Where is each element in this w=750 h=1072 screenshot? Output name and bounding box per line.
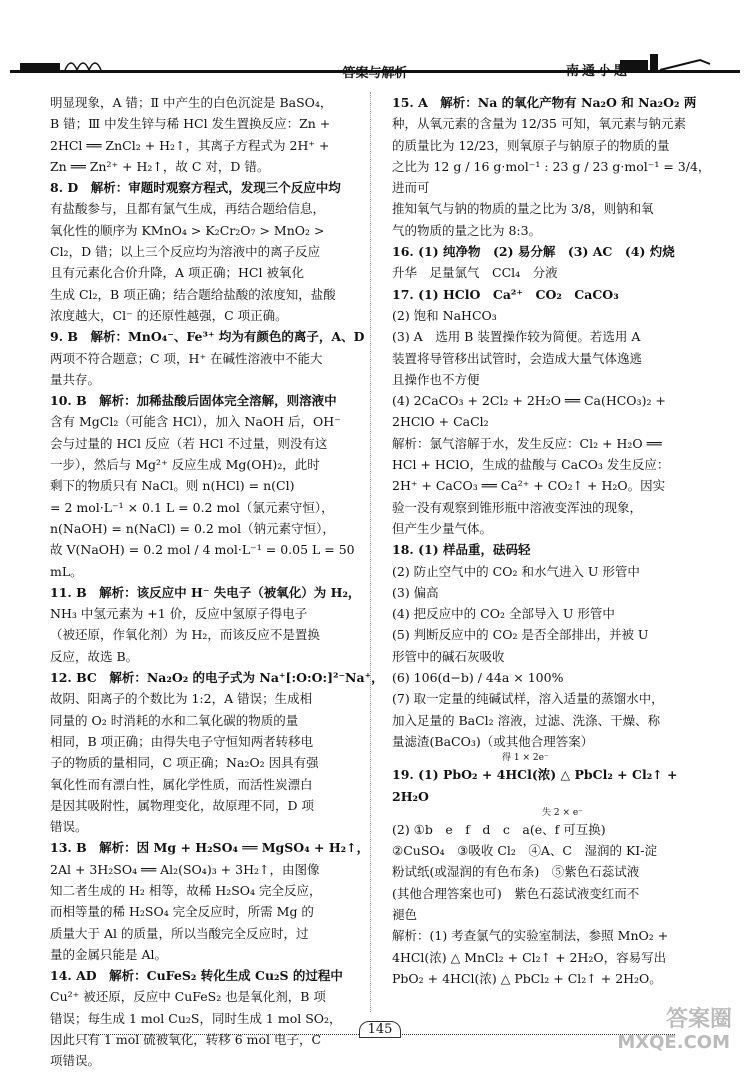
answer-16: 16. (1) 纯净物 (2) 易分解 (3) AC (4) 灼烧 bbox=[392, 244, 675, 260]
text-line: 会与过量的 HCl 反应（若 HCl 不过量，则没有这 bbox=[50, 435, 328, 451]
text-line: 氧化性而有漂白性，属化学性质，而活性炭漂白 bbox=[50, 776, 313, 792]
text-line: 但产生少量气体。 bbox=[392, 520, 493, 536]
text-line: 验一没有观察到锥形瓶中溶液变浑浊的现象， bbox=[392, 499, 643, 515]
text-line: 量滤渣(BaCO₃)（或其他合理答案） bbox=[392, 733, 594, 749]
text-line: (2) 饱和 NaHCO₃ bbox=[392, 307, 497, 323]
text-line: 故阴、阳离子的个数比为 1:2，A 错误；生成相 bbox=[50, 691, 313, 707]
page-title: 答案与解析 bbox=[342, 66, 408, 81]
text-line: ②CuSO₄ ③吸收 Cl₂ ④A、C 湿润的 KI-淀 bbox=[392, 843, 657, 859]
text-line: (5) 判断反应中的 CO₂ 是否全部排出，并被 U bbox=[392, 627, 649, 643]
text-line: (4) 2CaCO₃ + 2Cl₂ + 2H₂O ══ Ca(HCO₃)₂ + bbox=[392, 393, 666, 409]
text-line: 生成 Cl₂，B 项正确；结合题给盐酸的浓度知，盐酸 bbox=[50, 286, 336, 302]
text-line: B 错；Ⅲ 中发生锌与稀 HCl 发生置换反应：Zn + bbox=[50, 116, 331, 132]
text-line: 2HCl ══ ZnCl₂ + H₂↑，其离子方程式为 2H⁺ + bbox=[50, 137, 330, 153]
text-line: 因此只有 1 mol 硫被氧化，转移 6 mol 电子，C bbox=[50, 1032, 322, 1048]
text-line: 且有元素化合价升降，A 项正确；HCl 被氧化 bbox=[50, 265, 304, 281]
text-line: 粉试纸(或湿润的有色布条) ⑤紫色石蕊试液 bbox=[392, 864, 640, 880]
text-line: （被还原，作氧化剂）为 H₂，而该反应不是置换 bbox=[50, 627, 320, 643]
answer-10: 10. B 解析：加稀盐酸后固体完全溶解，则溶液中 bbox=[50, 393, 337, 409]
text-line: 质量大于 Al 的质量，所以当酸完全反应时，过 bbox=[50, 925, 309, 941]
text-line: 解析：氯气溶解于水，发生反应：Cl₂ + H₂O ══ bbox=[392, 435, 662, 451]
answer-17: 17. (1) HClO Ca²⁺ CO₂ CaCO₃ bbox=[392, 286, 619, 302]
answer-14: 14. AD 解析：CuFeS₂ 转化生成 Cu₂S 的过程中 bbox=[50, 968, 343, 984]
text-line: 的质量比为 12/23，则氧原子与钠原子的物质的量 bbox=[392, 137, 670, 153]
text-line: 之比为 12 g / 16 g·mol⁻¹ : 23 g / 23 g·mol⁻¹ = 3/4，进而可 bbox=[392, 158, 711, 196]
text-line: 一步），然后与 Mg²⁺ 反应生成 Mg(OH)₂，此时 bbox=[50, 457, 320, 473]
text-line: Cl₂，D 错；以上三个反应均为溶液中的离子反应 bbox=[50, 244, 321, 260]
text-line: n(NaOH) = n(NaCl) = 0.2 mol（钠元素守恒）， bbox=[50, 520, 335, 536]
text-line: 相同，B 项正确；由得失电子守恒知两者转移电 bbox=[50, 733, 314, 749]
text-line: 含有 MgCl₂（可能含 HCl），加入 NaOH 后，OH⁻ bbox=[50, 414, 341, 430]
text-line: (其他合理答案也可) 紫色石蕊试液变红而不 bbox=[392, 885, 640, 901]
text-line: 两项不符合题意；C 项，H⁺ 在碱性溶液中不能大 bbox=[50, 350, 323, 366]
page-number: 145 bbox=[55, 1022, 705, 1037]
text-line: 2Al + 3H₂SO₄ ══ Al₂(SO₄)₃ + 3H₂↑，由图像 bbox=[50, 861, 320, 877]
text-line: 2H⁺ + CaCO₃ ══ Ca²⁺ + CO₂↑ + H₂O。因实 bbox=[392, 478, 666, 494]
page-footer bbox=[55, 1018, 705, 1048]
text-line: 加入足量的 BaCl₂ 溶液，过滤、洗涤、干燥、称 bbox=[392, 712, 661, 728]
text-line: 项错误。 bbox=[50, 1053, 101, 1069]
text-line: (2) 防止空气中的 CO₂ 和水气进入 U 形管中 bbox=[392, 563, 640, 579]
text-line: 有盐酸参与，且都有氯气生成，再结合题给信息， bbox=[50, 201, 326, 217]
answer-12: 12. BC 解析：Na₂O₂ 的电子式为 Na⁺[:O:O:]²⁻Na⁺， bbox=[50, 670, 384, 686]
text-line: (6) 106(d−b) / 44a × 100% bbox=[392, 670, 564, 686]
text-line: 错误。 bbox=[50, 819, 88, 835]
text-line: 氧化性的顺序为 KMnO₄ > K₂Cr₂O₇ > MnO₂ > bbox=[50, 222, 325, 238]
text-line: 装置将导管移出试管时，会造成大量气体逸逃 bbox=[392, 350, 643, 366]
text-line: Zn ══ Zn²⁺ + H₂↑，故 C 对，D 错。 bbox=[50, 158, 270, 174]
electron-loss-label: 失 2 × e⁻ bbox=[542, 807, 583, 818]
text-line: 气的物质的量之比为 8:3。 bbox=[392, 222, 542, 238]
text-line: 形管中的碱石灰吸收 bbox=[392, 648, 505, 664]
text-line: (2) ①b e f d c a(e、f 可互换) bbox=[392, 821, 606, 837]
text-line: 种，从氧元素的含量为 12/35 可知，氧元素与钠元素 bbox=[392, 116, 686, 132]
answer-8: 8. D 解析：审题时观察方程式，发现三个反应中均 bbox=[50, 180, 341, 196]
text-line: NH₃ 中氢元素为 +1 价，反应中氢原子得电子 bbox=[50, 606, 308, 622]
text-line: (4) 把反应中的 CO₂ 全部导入 U 形管中 bbox=[392, 606, 615, 622]
answer-9: 9. B 解析：MnO₄⁻、Fe³⁺ 均为有颜色的离子，A、D bbox=[50, 329, 365, 345]
text-line: (7) 取一定量的纯碱试样，溶入适量的蒸馏水中， bbox=[392, 691, 664, 707]
answer-19: 19. (1) PbO₂ + 4HCl(浓) △ PbCl₂ + Cl₂↑ + 2H₂O bbox=[392, 767, 682, 804]
text-line: 浓度越大，Cl⁻ 的还原性越强，C 项正确。 bbox=[50, 307, 288, 323]
electron-gain-label: 得 1 × 2e⁻ bbox=[502, 753, 549, 764]
answer-13: 13. B 解析：因 Mg + H₂SO₄ ══ MgSO₄ + H₂↑， bbox=[50, 840, 370, 856]
text-line: Cu²⁺ 被还原，反应中 CuFeS₂ 也是氧化剂，B 项 bbox=[50, 989, 326, 1005]
text-line: 剩下的物质只有 NaCl。则 n(HCl) = n(Cl) bbox=[50, 478, 295, 494]
text-line: PbO₂ + 4HCl(浓) △ PbCl₂ + Cl₂↑ + 2H₂O。 bbox=[392, 970, 662, 986]
text-line: HCl + HClO，生成的盐酸与 CaCO₃ 发生反应： bbox=[392, 457, 670, 473]
answer-15: 15. A 解析：Na 的氧化产物有 Na₂O 和 Na₂O₂ 两 bbox=[392, 95, 697, 110]
text-line: 知二者生成的 H₂ 相等，故稀 H₂SO₄ 完全反应， bbox=[50, 882, 322, 898]
text-line: 4HCl(浓) △ MnCl₂ + Cl₂↑ + 2H₂O，容易写出 bbox=[392, 949, 667, 965]
text-line: 明显现象，A 错；Ⅱ 中产生的白色沉淀是 BaSO₄， bbox=[50, 95, 333, 110]
text-line: 升华 足量氯气 CCl₄ 分液 bbox=[392, 265, 558, 281]
page-header bbox=[10, 50, 740, 86]
text-line: 量共存。 bbox=[50, 371, 101, 387]
watermark-url: MXQE.COM bbox=[617, 1032, 730, 1053]
left-column bbox=[50, 92, 385, 1072]
text-line: 反应，故选 B。 bbox=[50, 648, 139, 664]
answer-11: 11. B 解析：该反应中 H⁻ 失电子（被氧化）为 H₂， bbox=[50, 584, 361, 600]
text-line: (3) A 选用 B 装置操作较为简便。若选用 A bbox=[392, 329, 641, 345]
answer-18: 18. (1) 样品重，砝码轻 bbox=[392, 542, 531, 558]
text-line: 同量的 O₂ 时消耗的水和二氧化碳的物质的量 bbox=[50, 712, 299, 728]
text-line: 是因其吸附性，属物理变化，故原理不同，D 项 bbox=[50, 797, 314, 813]
brand-label: 南通小题 bbox=[565, 64, 630, 79]
column-divider bbox=[370, 92, 371, 1012]
watermark-logo: 答案圈 bbox=[665, 1007, 732, 1032]
text-line: 2HClO + CaCl₂ bbox=[392, 414, 489, 430]
text-line: 且操作也不方便 bbox=[392, 371, 480, 387]
text-line: 而相等量的稀 H₂SO₄ 完全反应时，所需 Mg 的 bbox=[50, 904, 314, 920]
text-line: 子的物质的量相同，C 项正确；Na₂O₂ 因具有强 bbox=[50, 755, 319, 771]
text-line: 量的金属只能是 Al。 bbox=[50, 946, 167, 962]
text-line: = 2 mol·L⁻¹ × 0.1 L = 0.2 mol（氯元素守恒）， bbox=[50, 499, 334, 515]
text-line: 故 V(NaOH) = 0.2 mol / 4 mol·L⁻¹ = 0.05 L = 50 mL。 bbox=[50, 542, 359, 579]
text-line: 推知氧气与钠的物质的量之比为 3/8，则钠和氧 bbox=[392, 201, 654, 217]
text-line: (3) 偏高 bbox=[392, 584, 439, 600]
text-line: 解析：(1) 考查氯气的实验室制法，参照 MnO₂ + bbox=[392, 928, 669, 944]
right-column bbox=[392, 92, 712, 989]
text-line: 错误；每生成 1 mol Cu₂S，同时生成 1 mol SO₂， bbox=[50, 1010, 342, 1026]
text-line: 褪色 bbox=[392, 906, 418, 922]
